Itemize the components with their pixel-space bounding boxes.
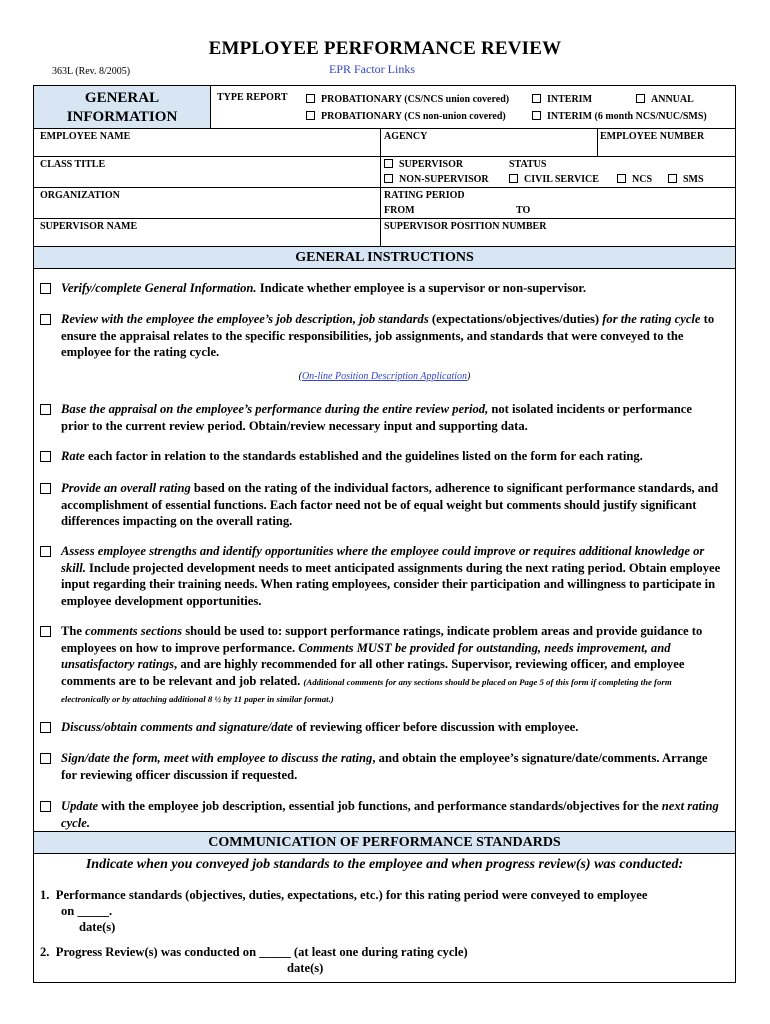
organization-label: ORGANIZATION xyxy=(40,190,120,201)
checkbox-icon[interactable] xyxy=(306,111,315,120)
checkbox-icon[interactable] xyxy=(40,801,51,812)
form-number: 363L (Rev. 8/2005) xyxy=(52,66,131,77)
checkbox-icon[interactable] xyxy=(40,722,51,733)
communication-item-2: 2. Progress Review(s) was conducted on _____ (at least one during rating cycle) xyxy=(40,945,468,959)
checkbox-icon[interactable] xyxy=(384,159,393,168)
checkbox-icon[interactable] xyxy=(532,94,541,103)
to-label: TO xyxy=(516,205,531,216)
civil-service-option[interactable]: CIVIL SERVICE xyxy=(509,174,599,185)
checkbox-icon[interactable] xyxy=(40,483,51,494)
divider xyxy=(34,268,735,269)
general-information-heading xyxy=(34,86,210,128)
non-supervisor-option[interactable]: NON-SUPERVISOR xyxy=(384,174,489,185)
ncs-option[interactable]: NCS xyxy=(617,174,652,185)
divider xyxy=(597,128,598,156)
supervisor-position-number-label: SUPERVISOR POSITION NUMBER xyxy=(384,221,547,232)
checkbox-icon[interactable] xyxy=(509,174,518,183)
communication-subtitle: Indicate when you conveyed job standards to the employee and when progress review(s) was conducted: xyxy=(85,857,684,872)
checkbox-icon[interactable] xyxy=(668,174,677,183)
supervisor-option[interactable]: SUPERVISOR xyxy=(384,159,463,170)
divider xyxy=(380,128,381,246)
instruction-item: Rate each factor in relation to the standards established and the guidelines listed on the form for each rating. xyxy=(40,448,722,465)
divider xyxy=(34,218,735,219)
checkbox-icon[interactable] xyxy=(636,94,645,103)
page-title: EMPLOYEE PERFORMANCE REVIEW xyxy=(208,38,562,59)
checkbox-icon[interactable] xyxy=(40,283,51,294)
general-info-line1: GENERAL xyxy=(84,90,160,106)
communication-item-1: 1. Performance standards (objectives, duties, expectations, etc.) for this rating period were conveyed to employee xyxy=(40,888,648,902)
employee-name-label: EMPLOYEE NAME xyxy=(40,131,131,142)
checkbox-icon[interactable] xyxy=(40,546,51,557)
checkbox-icon[interactable] xyxy=(40,753,51,764)
checkbox-icon[interactable] xyxy=(40,451,51,462)
progress-review-date-field[interactable]: _____ xyxy=(259,945,291,959)
option-probationary-union[interactable]: PROBATIONARY (CS/NCS union covered) xyxy=(306,94,509,105)
communication-heading: COMMUNICATION OF PERFORMANCE STANDARDS xyxy=(34,832,735,853)
divider xyxy=(34,187,735,188)
divider xyxy=(34,156,735,157)
option-interim[interactable]: INTERIM xyxy=(532,94,592,105)
checkbox-icon[interactable] xyxy=(532,111,541,120)
epr-factor-links[interactable]: EPR Factor Links xyxy=(329,62,415,76)
instruction-item: The comments sections should be used to: support performance ratings, indicate problem areas and provide guidance to employees on how to improve performance. Comments MUST be provided for outstanding, needs improvement, and unsatisfactory ratings, and are highly recommended for all other ratings. Supervisor, reviewing officer, and employee comments are to be relevant and job related. (Additional comments for any sections should be placed on Page 5 of this form if completing the form electronically or by attaching additional 8 ½ by 11 paper in similar format.) xyxy=(40,623,722,708)
date-caption: date(s) xyxy=(79,920,116,934)
instruction-item: Review with the employee the employee’s job description, job standards (expectations/objectives/duties) for the rating cycle to ensure the appraisal relates to the specific responsibilities, job assignments, and standards that were conveyed to the employee for the rating cycle. xyxy=(40,311,722,361)
online-pd-link-line: (On-line Position Description Application) xyxy=(298,371,471,382)
type-report-label: TYPE REPORT xyxy=(217,92,288,103)
checkbox-icon[interactable] xyxy=(40,314,51,325)
supervisor-name-label: SUPERVISOR NAME xyxy=(40,221,138,232)
employee-number-label: EMPLOYEE NUMBER xyxy=(600,131,705,142)
checkbox-icon[interactable] xyxy=(306,94,315,103)
instruction-item: Assess employee strengths and identify opportunities where the employee could improve or requires additional knowledge or skill. Include projected development needs to meet anticipated assignments during the next rating period. Obtain employee input regarding their training needs. When rating employees, consider their participation and willingness to participate in employee development opportunities. xyxy=(40,543,722,609)
checkbox-icon[interactable] xyxy=(617,174,626,183)
class-title-label: CLASS TITLE xyxy=(40,159,106,170)
conveyed-date-field[interactable]: _____. xyxy=(77,904,113,918)
divider xyxy=(34,853,735,854)
instruction-item: Sign/date the form, meet with employee to discuss the rating, and obtain the employee’s signature/date/comments. Arrange for reviewing officer discussion if requested. xyxy=(40,750,722,783)
instruction-item: Update with the employee job description, essential job functions, and performance standards/objectives for the next rating cycle. xyxy=(40,798,722,831)
divider xyxy=(34,128,735,129)
instruction-item: Base the appraisal on the employee’s performance during the entire review period, not isolated incidents or performance prior to the current review period. Obtain/review necessary input and supporting data. xyxy=(40,401,722,434)
online-position-description-link[interactable]: On-line Position Description Application xyxy=(301,371,468,382)
agency-label: AGENCY xyxy=(384,131,428,142)
divider xyxy=(210,86,211,128)
instruction-item: Verify/complete General Information. Indicate whether employee is a supervisor or non-supervisor. xyxy=(40,280,722,297)
option-interim-6-month[interactable]: INTERIM (6 month NCS/NUC/SMS) xyxy=(532,111,707,122)
general-instructions-heading: GENERAL INSTRUCTIONS xyxy=(34,247,735,268)
general-info-line2: INFORMATION xyxy=(66,109,178,125)
communication-item-1-on: on _____. xyxy=(61,904,113,918)
checkbox-icon[interactable] xyxy=(40,626,51,637)
option-annual[interactable]: ANNUAL xyxy=(636,94,694,105)
instruction-item: Provide an overall rating based on the rating of the individual factors, adherence to significant performance standards, and accomplishment of essential functions. Each factor need not be of equal weight but comments should justify significant differences impacting on the overall rating. xyxy=(40,480,722,530)
option-probationary-non-union[interactable]: PROBATIONARY (CS non-union covered) xyxy=(306,111,506,122)
checkbox-icon[interactable] xyxy=(384,174,393,183)
rating-period-label: RATING PERIOD xyxy=(384,190,465,201)
checkbox-icon[interactable] xyxy=(40,404,51,415)
sms-option[interactable]: SMS xyxy=(668,174,704,185)
status-label: STATUS xyxy=(509,159,547,170)
from-label: FROM xyxy=(384,205,415,216)
instruction-item: Discuss/obtain comments and signature/date of reviewing officer before discussion with employee. xyxy=(40,719,722,736)
date-caption: date(s) xyxy=(287,961,324,975)
